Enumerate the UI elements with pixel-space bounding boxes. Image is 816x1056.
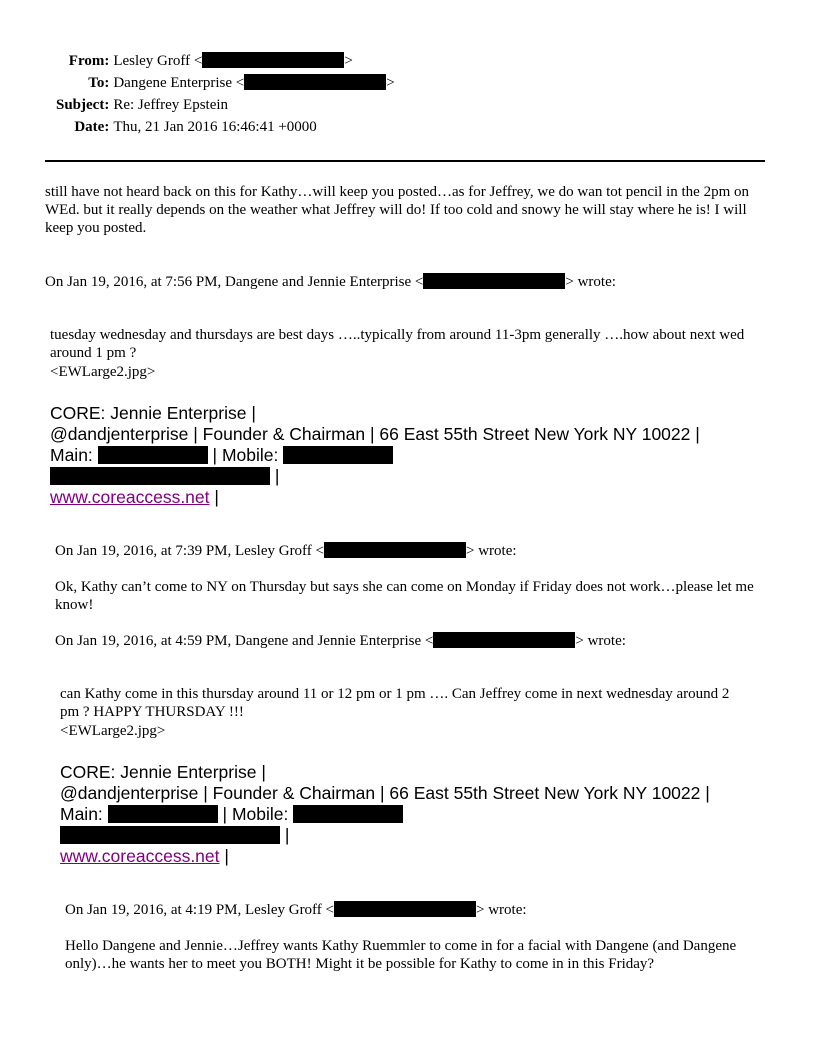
redaction-bar bbox=[60, 826, 280, 844]
redaction-bar bbox=[108, 805, 218, 823]
main-label: Main: bbox=[50, 445, 93, 465]
redaction-bar bbox=[334, 901, 476, 917]
signature-line: @dandjenterprise | Founder & Chairman | 66 East 55th Street New York NY 10022 | bbox=[60, 783, 710, 803]
redaction-bar bbox=[202, 52, 344, 68]
quote1-attribution bbox=[45, 273, 765, 291]
email-header bbox=[56, 52, 395, 140]
redaction-bar bbox=[98, 446, 208, 464]
quote3-text: can Kathy come in this thursday around 11 or 12 pm or 1 pm …. Can Jeffrey come in next wednesday around 2 pm ? HAPPY THURSDAY !!! bbox=[60, 686, 730, 720]
bracket-close: > bbox=[386, 75, 395, 91]
signature-phone-line bbox=[50, 445, 770, 466]
attribution-text: > wrote: bbox=[476, 902, 527, 918]
signature-line: CORE: Jennie Enterprise | bbox=[50, 403, 256, 423]
from-row bbox=[56, 52, 395, 74]
attribution-text: On Jan 19, 2016, at 4:19 PM, Lesley Groff < bbox=[65, 902, 334, 918]
date-row bbox=[56, 118, 395, 140]
subject-label: Subject: bbox=[56, 97, 110, 113]
redaction-bar bbox=[324, 542, 466, 558]
redaction-bar bbox=[433, 632, 575, 648]
quote1-signature bbox=[50, 403, 770, 508]
pipe: | bbox=[214, 487, 219, 507]
from-value bbox=[113, 52, 394, 74]
redaction-bar bbox=[423, 273, 565, 289]
subject-value: Re: Jeffrey Epstein bbox=[113, 97, 229, 113]
bracket-close: > bbox=[344, 53, 353, 69]
signature-line: @dandjenterprise | Founder & Chairman | 66 East 55th Street New York NY 10022 | bbox=[50, 424, 700, 444]
quote1-attachment: <EWLarge2.jpg> bbox=[50, 364, 156, 380]
quote2-attribution bbox=[55, 542, 775, 560]
attribution-text: > wrote: bbox=[466, 543, 517, 559]
to-label: To: bbox=[88, 75, 110, 91]
signature-line: CORE: Jennie Enterprise | bbox=[60, 762, 266, 782]
main-label: Main: bbox=[60, 804, 103, 824]
redaction-bar bbox=[244, 74, 386, 90]
to-value bbox=[113, 74, 394, 96]
attribution-text: On Jan 19, 2016, at 4:59 PM, Dangene and Jennie Enterprise < bbox=[55, 633, 434, 649]
redaction-bar bbox=[283, 446, 393, 464]
attribution-text: > wrote: bbox=[575, 633, 626, 649]
redaction-bar bbox=[50, 467, 270, 485]
from-label: From: bbox=[68, 53, 110, 69]
signature-redacted-line bbox=[50, 466, 770, 487]
quote3-attachment: <EWLarge2.jpg> bbox=[60, 723, 166, 739]
attribution-text: On Jan 19, 2016, at 7:56 PM, Dangene and Jennie Enterprise < bbox=[45, 274, 424, 290]
quote2-text: Ok, Kathy can’t come to NY on Thursday but says she can come on Monday if Friday does not work…please let me know! bbox=[55, 579, 754, 613]
signature-link-line bbox=[60, 846, 780, 867]
quote3-attribution bbox=[55, 632, 775, 650]
to-row bbox=[56, 74, 395, 96]
pipe: | bbox=[284, 825, 290, 845]
date-label: Date: bbox=[74, 119, 110, 135]
mobile-label: | Mobile: bbox=[222, 804, 289, 824]
attribution-text: On Jan 19, 2016, at 7:39 PM, Lesley Groff < bbox=[55, 543, 324, 559]
mobile-label: | Mobile: bbox=[212, 445, 279, 465]
quote3-signature bbox=[60, 762, 780, 867]
signature-phone-line bbox=[60, 804, 780, 825]
signature-link-line bbox=[50, 487, 770, 508]
to-name: Dangene Enterprise < bbox=[113, 75, 245, 91]
pipe: | bbox=[224, 846, 229, 866]
message-body: still have not heard back on this for Kathy…will keep you posted…as for Jeffrey, we do wan tot pencil in the 2pm on WEd. but it really depends on the weather what Jeffrey will do! If too cold and snowy he will stay where he is! I will keep you posted. bbox=[45, 184, 750, 236]
quote1-text: tuesday wednesday and thursdays are best days …..typically from around 11-3pm generally ….how about next wed around 1 pm ? bbox=[50, 327, 745, 361]
header-divider bbox=[45, 160, 765, 162]
from-name: Lesley Groff < bbox=[113, 53, 203, 69]
date-value: Thu, 21 Jan 2016 16:46:41 +0000 bbox=[113, 119, 317, 135]
website-link[interactable]: www.coreaccess.net bbox=[50, 487, 210, 507]
redaction-bar bbox=[293, 805, 403, 823]
quote4-attribution bbox=[65, 901, 765, 919]
website-link[interactable]: www.coreaccess.net bbox=[60, 846, 220, 866]
attribution-text: > wrote: bbox=[565, 274, 616, 290]
pipe: | bbox=[274, 466, 280, 486]
signature-redacted-line bbox=[60, 825, 780, 846]
subject-row bbox=[56, 96, 395, 118]
quote4-text: Hello Dangene and Jennie…Jeffrey wants Kathy Ruemmler to come in for a facial with Dangene (and Dangene only)…he wants her to meet you BOTH! Might it be possible for Kathy to come in in this Friday? bbox=[65, 938, 737, 972]
